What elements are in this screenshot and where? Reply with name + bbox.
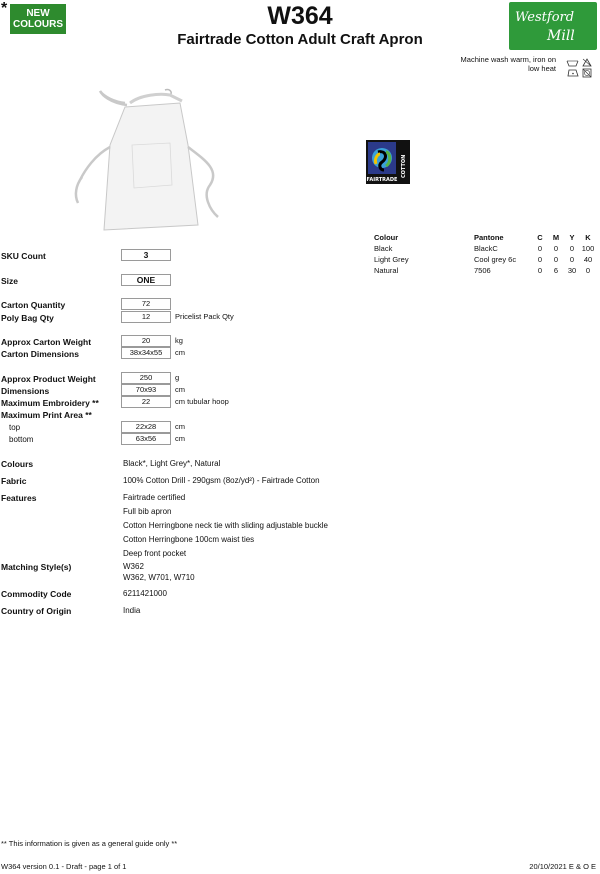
table-row — [374, 243, 596, 254]
header-y: Y — [569, 233, 575, 242]
care-line-1: Machine wash warm, iron on — [460, 55, 556, 64]
feature-item: Fairtrade certified — [123, 493, 186, 502]
wash-30-icon — [567, 61, 578, 66]
care-icons — [566, 58, 596, 78]
fairtrade-logo — [366, 140, 410, 184]
feature-item: Cotton Herringbone 100cm waist ties — [123, 535, 255, 544]
poly-bag-qty-value: 12 — [121, 311, 171, 323]
carton-quantity-label: Carton Quantity — [1, 300, 66, 310]
badge-line-1: NEW — [26, 8, 50, 19]
print-bottom-unit: cm — [175, 434, 185, 443]
fabric-label: Fabric — [1, 476, 27, 486]
header-c: C — [537, 233, 543, 242]
fabric-value: 100% Cotton Drill - 290gsm (8oz/yd²) - Fairtrade Cotton — [123, 476, 320, 485]
table-header-row — [374, 232, 596, 243]
table-cell: 40 — [583, 255, 593, 264]
size-value: ONE — [121, 274, 171, 286]
print-top-value: 22x28 — [121, 421, 171, 433]
carton-weight-value: 20 — [121, 335, 171, 347]
header-m: M — [552, 233, 560, 242]
matching-style-2: W362, W701, W710 — [123, 573, 195, 582]
table-cell: Light Grey — [374, 255, 409, 264]
new-colours-star: * — [1, 0, 8, 17]
product-weight-value: 250 — [121, 372, 171, 384]
apron-image — [70, 85, 240, 235]
feature-item: Full bib apron — [123, 507, 172, 516]
do-not-bleach-icon — [583, 59, 591, 66]
max-embroidery-label: Maximum Embroidery ** — [1, 398, 99, 408]
care-line-2: low heat — [528, 64, 556, 73]
country-of-origin-label: Country of Origin — [1, 606, 72, 616]
max-embroidery-value: 22 — [121, 396, 171, 408]
colours-value: Black*, Light Grey*, Natural — [123, 459, 221, 468]
sku-count-value: 3 — [121, 249, 171, 261]
do-not-tumble-dry-icon — [583, 69, 591, 77]
max-print-area-label: Maximum Print Area ** — [1, 410, 92, 420]
table-row — [374, 254, 596, 265]
westford-mill-logo — [509, 2, 597, 50]
badge-line-2: COLOURS — [13, 19, 63, 30]
table-cell: 7506 — [474, 266, 491, 275]
commodity-code-label: Commodity Code — [1, 589, 72, 599]
table-cell: Black — [374, 244, 393, 253]
print-bottom-label: bottom — [9, 435, 34, 444]
table-cell: 0 — [569, 244, 575, 253]
header-pantone: Pantone — [474, 233, 504, 242]
header-k: K — [585, 233, 591, 242]
product-weight-label: Approx Product Weight — [1, 374, 96, 384]
sku-count-label: SKU Count — [1, 251, 46, 261]
iron-low-icon — [568, 70, 578, 76]
country-of-origin-value: India — [123, 606, 141, 615]
colours-label: Colours — [1, 459, 34, 469]
dimensions-unit: cm — [175, 385, 185, 394]
table-cell: 30 — [567, 266, 577, 275]
logo-line-2: Mill — [547, 28, 575, 44]
matching-styles-label: Matching Style(s) — [1, 562, 72, 572]
table-cell: 6 — [553, 266, 559, 275]
print-top-unit: cm — [175, 422, 185, 431]
poly-bag-note: Pricelist Pack Qty — [175, 312, 234, 321]
carton-dimensions-unit: cm — [175, 348, 185, 357]
table-cell: 0 — [537, 266, 543, 275]
print-bottom-value: 63x56 — [121, 433, 171, 445]
feature-item: Cotton Herringbone neck tie with sliding adjustable buckle — [123, 521, 329, 530]
print-top-label: top — [9, 423, 21, 432]
carton-dimensions-label: Carton Dimensions — [1, 349, 79, 359]
colour-pantone-table — [374, 232, 596, 276]
table-cell: Natural — [374, 266, 399, 275]
table-cell: 0 — [553, 244, 559, 253]
poly-bag-qty-label: Poly Bag Qty — [1, 313, 54, 323]
footer-date: 20/10/2021 E & O E — [529, 862, 596, 871]
care-instructions — [440, 55, 556, 73]
product-weight-unit: g — [175, 373, 180, 382]
table-cell: 0 — [569, 255, 575, 264]
fairtrade-text: FAIRTRADE — [366, 177, 398, 183]
carton-quantity-value: 72 — [121, 298, 171, 310]
table-cell: Cool grey 6c — [474, 255, 517, 264]
product-name: Fairtrade Cotton Adult Craft Apron — [177, 31, 423, 48]
features-label: Features — [1, 493, 37, 503]
table-cell: 100 — [581, 244, 595, 253]
general-guide-footnote: ** This information is given as a general guide only ** — [1, 839, 178, 848]
size-label: Size — [1, 276, 19, 286]
table-cell: BlackC — [474, 244, 498, 253]
cotton-text: COTTON — [401, 154, 407, 178]
table-cell: 0 — [585, 266, 591, 275]
table-row — [374, 265, 596, 276]
table-cell: 0 — [553, 255, 559, 264]
dimensions-value: 70x93 — [121, 384, 171, 396]
commodity-code-value: 6211421000 — [123, 589, 167, 598]
matching-style-1: W362 — [123, 562, 144, 571]
max-embroidery-unit: cm tubular hoop — [175, 397, 229, 406]
table-cell: 0 — [537, 244, 543, 253]
carton-weight-label: Approx Carton Weight — [1, 337, 92, 347]
carton-weight-unit: kg — [175, 336, 183, 345]
footer-version: W364 version 0.1 - Draft - page 1 of 1 — [1, 862, 127, 871]
dimensions-label: Dimensions — [1, 386, 50, 396]
logo-line-1: Westford — [515, 10, 575, 25]
header-colour: Colour — [374, 233, 399, 242]
table-cell: 0 — [537, 255, 543, 264]
feature-item: Deep front pocket — [123, 549, 187, 558]
product-code: W364 — [267, 2, 333, 30]
carton-dimensions-value: 38x34x55 — [121, 347, 171, 359]
